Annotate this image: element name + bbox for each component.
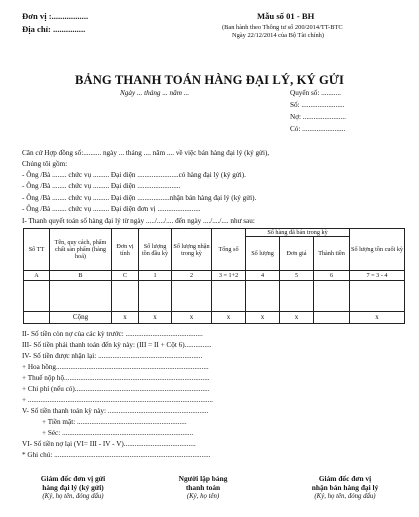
header-stt: Số TT	[24, 229, 50, 271]
data-cell	[314, 281, 350, 312]
signature-title-1: Người lập bảng	[178, 474, 228, 483]
signature-title-1: Giám đốc đơn vị gửi	[40, 474, 106, 483]
section-6: VI- Số tiền nợ lại (VI= III - IV - V)........................................	[22, 440, 196, 448]
total-cell: x	[112, 312, 139, 324]
person-line-4: - Ông /Bà ........ chức vụ ......... Đại diện đơn vị ........................	[22, 205, 201, 213]
issued-by-line1: (Ban hành theo Thông tư số 200/2014/TT-BTC	[222, 24, 343, 31]
total-cell: x	[212, 312, 246, 324]
code-cell: 6	[314, 271, 350, 281]
section-2: II- Số tiền còn nợ của các kỳ trước: ...........................................	[22, 330, 203, 338]
code-cell: 3 = 1+2	[212, 271, 246, 281]
we-are-line: Chúng tôi gồm:	[22, 160, 68, 168]
date-line: Ngày ... tháng ... năm ...	[120, 89, 190, 97]
section-3: III- Số tiền phải thanh toán đến kỳ này: (III = II + Cột 6)...............	[22, 341, 212, 349]
issued-by-line2: Ngày 22/12/2014 của Bộ Tài chính)	[232, 32, 324, 39]
header-sold-price: Đơn giá	[280, 237, 314, 271]
page-title: BẢNG THANH TOÁN HÀNG ĐẠI LÝ, KÝ GỬI	[75, 73, 344, 87]
signature-title-2: hàng đại lý (ký gửi)	[42, 483, 104, 492]
person-line-2: - Ông /Bà ........ chức vụ ......... Đại diện ........................	[22, 182, 181, 190]
header-sold-qty: Số lượng	[246, 237, 280, 271]
header-sold-group: Số hàng đã bán trong kỳ	[246, 229, 350, 237]
signature-hint: (Ký, họ tên)	[186, 493, 220, 500]
note-line: * Ghi chú: .......................................................................................	[22, 451, 211, 459]
section-5: V- Số tiền thanh toán kỳ này: ........................................................	[22, 407, 209, 415]
code-cell: 7 = 3 - 4	[350, 271, 405, 281]
total-cell	[24, 312, 50, 324]
header-opening: Số lượng tồn đầu kỳ	[139, 229, 172, 271]
person-line-3: - Ông /Bà ........ chức vụ ......... Đại diện ..................nhận bán hàng đại lý (ký gửi).	[22, 194, 257, 202]
doc-number: Số: ........................	[290, 101, 345, 109]
signature-hint: (Ký, họ tên, đóng dấu)	[42, 493, 104, 500]
signature-consignor	[18, 474, 128, 501]
address-label: Địa chỉ: ...............	[22, 24, 86, 34]
code-row	[24, 271, 405, 281]
settlement-table	[23, 228, 405, 324]
section-4-commission: + Hoa hồng.....................................................................................	[22, 363, 209, 371]
total-row	[24, 312, 405, 324]
contract-line: Căn cứ Hợp đồng số:.......... ngày ... tháng .... năm .... về việc bán hàng đại lý (ký gửi),	[22, 149, 270, 157]
data-cell	[246, 281, 280, 312]
section-4-tax: + Thuế nộp hộ.................................................................................	[22, 374, 210, 382]
signature-title-1: Giám đốc đơn vị	[318, 474, 372, 483]
signature-agent	[286, 474, 404, 501]
section-4-other: + .......................................................................................................	[22, 396, 213, 404]
signature-hint: (Ký, họ tên, đóng dấu)	[314, 493, 376, 500]
total-cell: x	[350, 312, 405, 324]
header-received: Số lượng nhận trong kỳ	[172, 229, 212, 271]
table-row	[24, 281, 405, 312]
code-cell: 2	[172, 271, 212, 281]
data-cell	[172, 281, 212, 312]
person-line-1: - Ông /Bà ........ chức vụ ......... Đại diện .......................có hàng đại lý (ký gửi).	[22, 171, 246, 179]
code-cell: B	[50, 271, 112, 281]
header-sold-amount: Thành tiền	[314, 237, 350, 271]
debit-field: Nợ: ........................	[290, 113, 346, 121]
signature-preparer	[148, 474, 258, 501]
data-cell	[350, 281, 405, 312]
code-cell: C	[112, 271, 139, 281]
unit-label: Đơn vị :.................	[22, 11, 89, 21]
section-5-cash: + Tiền mặt: .............................................................	[42, 418, 187, 426]
section-1-heading: I- Thanh quyết toán số hàng đại lý từ ngày ...../..../.... đến ngày ..../..../.... như sau:	[22, 217, 255, 225]
data-cell	[280, 281, 314, 312]
data-cell	[112, 281, 139, 312]
signature-title-2: thanh toán	[185, 483, 221, 492]
credit-field: Có: ........................	[290, 125, 346, 133]
data-cell	[212, 281, 246, 312]
code-cell: 5	[280, 271, 314, 281]
total-cell	[314, 312, 350, 324]
section-5-cheque: + Séc: .........................................................................	[42, 429, 194, 437]
header-total: Tổng số	[212, 229, 246, 271]
section-4-costs: + Chi phí (nếu có)...........................................................................	[22, 385, 210, 393]
total-label: Cộng	[50, 312, 112, 324]
header-unit: Đơn vị tính	[112, 229, 139, 271]
data-cell	[24, 281, 50, 312]
section-4: IV- Số tiền được nhận lại: ..........................................................	[22, 352, 203, 360]
total-cell: x	[139, 312, 172, 324]
total-cell: x	[246, 312, 280, 324]
code-cell: 1	[139, 271, 172, 281]
form-code: Mẫu số 01 - BH	[257, 11, 315, 21]
total-cell: x	[280, 312, 314, 324]
code-cell: 4	[246, 271, 280, 281]
header-closing: Số lượng tồn cuối kỳ	[350, 229, 405, 271]
book-number: Quyển số: ...........	[290, 89, 341, 97]
data-cell	[139, 281, 172, 312]
code-cell: A	[24, 271, 50, 281]
data-cell	[50, 281, 112, 312]
signature-title-2: nhận bán hàng đại lý	[311, 483, 379, 492]
total-cell: x	[172, 312, 212, 324]
header-name: Tên, quy cách, phẩm chất sản phẩm (hàng hoá)	[50, 229, 112, 271]
